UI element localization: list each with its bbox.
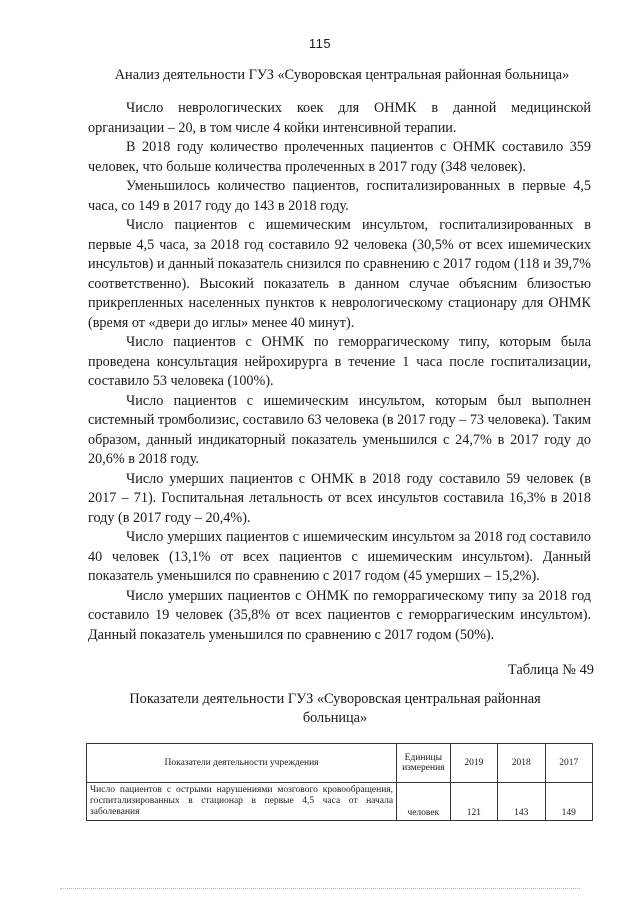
paragraph: Число неврологических коек для ОНМК в данной медицинской организации – 20, в том числе 4 койки интенсивной терапии. [88,100,591,136]
header-2018: 2018 [498,744,545,783]
table-header-row [87,744,593,783]
paragraph: Число умерших пациентов с ОНМК в 2018 году составило 59 человек (в 2017 – 71). Госпитальная летальность от всех инсультов составила 16,3% в 2018 году (в 2017 году – 20,4%). [88,470,591,526]
cell-indicator: Число пациентов с острыми нарушениями мозгового кровообращения, госпитализированных в стационар в первые 4,5 часа от начала заболевания [87,783,397,821]
cell-2019: 121 [450,783,497,821]
header-2019: 2019 [450,744,497,783]
section-heading: Анализ деятельности ГУЗ «Суворовская центральная районная больница» [114,67,570,83]
paragraph: Число пациентов с ОНМК по геморрагическому типу, которым была проведена консультация нейрохирурга в течение 1 часа после госпитализации, составило 53 человека (100%). [88,334,591,389]
table-number: Таблица № 49 [507,662,594,678]
scan-edge-specks [60,888,580,890]
cell-unit: человек [397,783,451,821]
cell-2017: 149 [545,783,592,821]
paragraph: Число умерших пациентов с ОНМК по геморрагическому типу за 2018 год составило 19 человек (35,8% от всех пациентов с геморрагическим инсультом). Данный показатель уменьшился по сравнению с 2017 годом (50%). [88,587,591,643]
cell-2018: 143 [498,783,545,821]
paragraph: Число пациентов с ишемическим инсультом, госпитализированных в первые 4,5 часа, за 2018 год составило 92 человека (30,5% от всех ишемических инсультов) и данный показатель снизился по сравнению с 2017 годом (118 и 39,7% соответственно). Высокий показатель в данном случае объясним близостью прикрепленных населенных пунктов к неврологическому стационару для ОНМК (время от «двери до иглы» менее 40 минут). [88,217,591,331]
paragraph: Число пациентов с ишемическим инсультом, которым был выполнен системный тромболизис, составило 63 человека (в 2017 году – 73 человека). Таким образом, данный индикаторный показатель уменьшился с 24,7% в 2017 году до 20,6% в 2018 году. [88,392,591,467]
header-2017: 2017 [545,744,592,783]
indicators-table [86,743,593,821]
page-number: 115 [308,36,332,51]
body-text [88,99,591,645]
paragraph: Число умерших пациентов с ишемическим инсультом за 2018 год составило 40 человек (13,1% от всех пациентов с ишемическим инсультом). Данный показатель уменьшился по сравнению с 2017 годом (45 умерших – 15,2%). [88,529,591,584]
header-unit: Единицы измерения [397,744,451,783]
table-row [87,783,593,821]
table-title: Показатели деятельности ГУЗ «Суворовская центральная районная больница» [129,691,541,726]
paragraph: В 2018 году количество пролеченных пациентов с ОНМК составило 359 человек, что больше количества пролеченных в 2017 году (348 человек). [88,139,591,175]
header-indicator: Показатели деятельности учреждения [87,744,397,783]
paragraph: Уменьшилось количество пациентов, госпитализированных в первые 4,5 часа, со 149 в 2017 году до 143 в 2018 году. [88,178,591,214]
